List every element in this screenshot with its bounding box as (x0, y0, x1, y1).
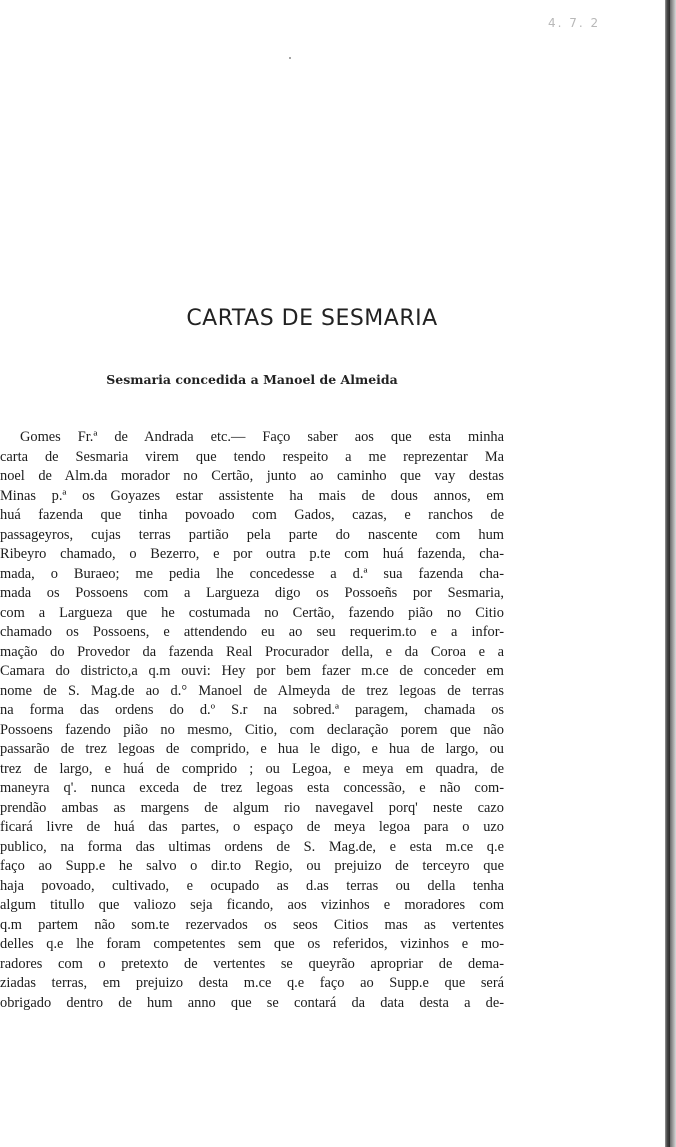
body-line: carta de Sesmaria virem que tendo respeito a me reprezentar Ma (0, 448, 504, 465)
page-title: CARTAS DE SESMARIA (186, 306, 438, 331)
body-line: algum titullo que valiozo seja ficando, aos vizinhos e moradores com (0, 897, 504, 913)
body-line: haja povoado, cultivado, e ocupado as d.as terras ou della tenha (0, 877, 504, 894)
body-line: radores com o pretexto de vertentes se queyrão apropriar de dema- (0, 955, 504, 972)
body-line: mada os Possoens com a Largueza digo os Possoeñs por Sesmaria, (0, 585, 504, 601)
body-line: mação do Provedor da fazenda Real Procurador della, e da Coroa e a (0, 643, 504, 660)
body-text (0, 428, 504, 1013)
body-line: prendão ambas as margens de algum rio navegavel porq' neste cazo (0, 799, 504, 816)
body-line: trez de largo, e huá de comprido ; ou Legoa, e meya em quadra, de (0, 760, 504, 777)
section-subtitle: Sesmaria concedida a Manoel de Almeida (106, 372, 398, 387)
body-line: Possoens fazendo pião no mesmo, Citio, com declaração porem que não (0, 721, 504, 738)
body-line: faço ao Supp.e he salvo o dir.to Regio, ou prejuizo de terceyro que (0, 858, 504, 874)
body-line: passarão de trez legoas de comprido, e hua le digo, e hua de largo, ou (0, 741, 504, 757)
body-line: ziadas terras, em prejuizo desta m.ce q.e faço ao Supp.e que será (0, 975, 504, 991)
body-line: com a Largueza que he costumada no Certão, fazendo pião no Citio (0, 604, 504, 621)
body-line: passageyros, cujas terras partião pela parte do nascente com hum (0, 526, 504, 543)
body-line: noel de Alm.da morador no Certão, junto ao caminho que vay destas (0, 468, 504, 484)
body-line: Gomes Fr.ª de Andrada etc.— Faço saber aos que esta minha (20, 429, 504, 445)
body-line: obrigado dentro de hum anno que se contará da data desta a de- (0, 994, 504, 1011)
ink-speck (289, 57, 291, 59)
page-edge (670, 0, 676, 1147)
body-line: huá fazenda que tinha povoado com Gados, cazas, e ranchos de (0, 507, 504, 523)
body-line: nome de S. Mag.de ao d.° Manoel de Almeyda de trez legoas de terras (0, 682, 504, 699)
body-line: publico, na forma das ultimas ordens de S. Mag.de, e esta m.ce q.e (0, 838, 504, 855)
body-line: q.m partem não som.te rezervados os seos Citios mas as vertentes (0, 916, 504, 933)
body-line: maneyra q'. nunca exceda de trez legoas esta concessão, e não com- (0, 780, 504, 796)
body-line: Minas p.ª os Goyazes estar assistente ha mais de dous annos, em (0, 487, 504, 504)
body-line: Ribeyro chamado, o Bezerro, e por outra p.te com huá fazenda, cha- (0, 546, 504, 562)
body-line: delles q.e lhe foram competentes sem que os referidos, vizinhos e mo- (0, 936, 504, 952)
body-line: Camara do districto,a q.m ouvi: Hey por bem fazer m.ce de conceder em (0, 663, 504, 679)
body-line: na forma das ordens do d.º S.r na sobred.ª paragem, chamada os (0, 702, 504, 718)
body-line: mada, o Buraeo; me pedia lhe concedesse a d.ª sua fazenda cha- (0, 565, 504, 582)
body-line: ficará livre de huá das partes, o espaço de meya legoa para o uzo (0, 819, 504, 835)
body-line: chamado os Possoens, e attendendo eu ao seu requerim.to e a infor- (0, 624, 504, 640)
faint-corner-mark: 4. 7. 2 (548, 16, 601, 30)
